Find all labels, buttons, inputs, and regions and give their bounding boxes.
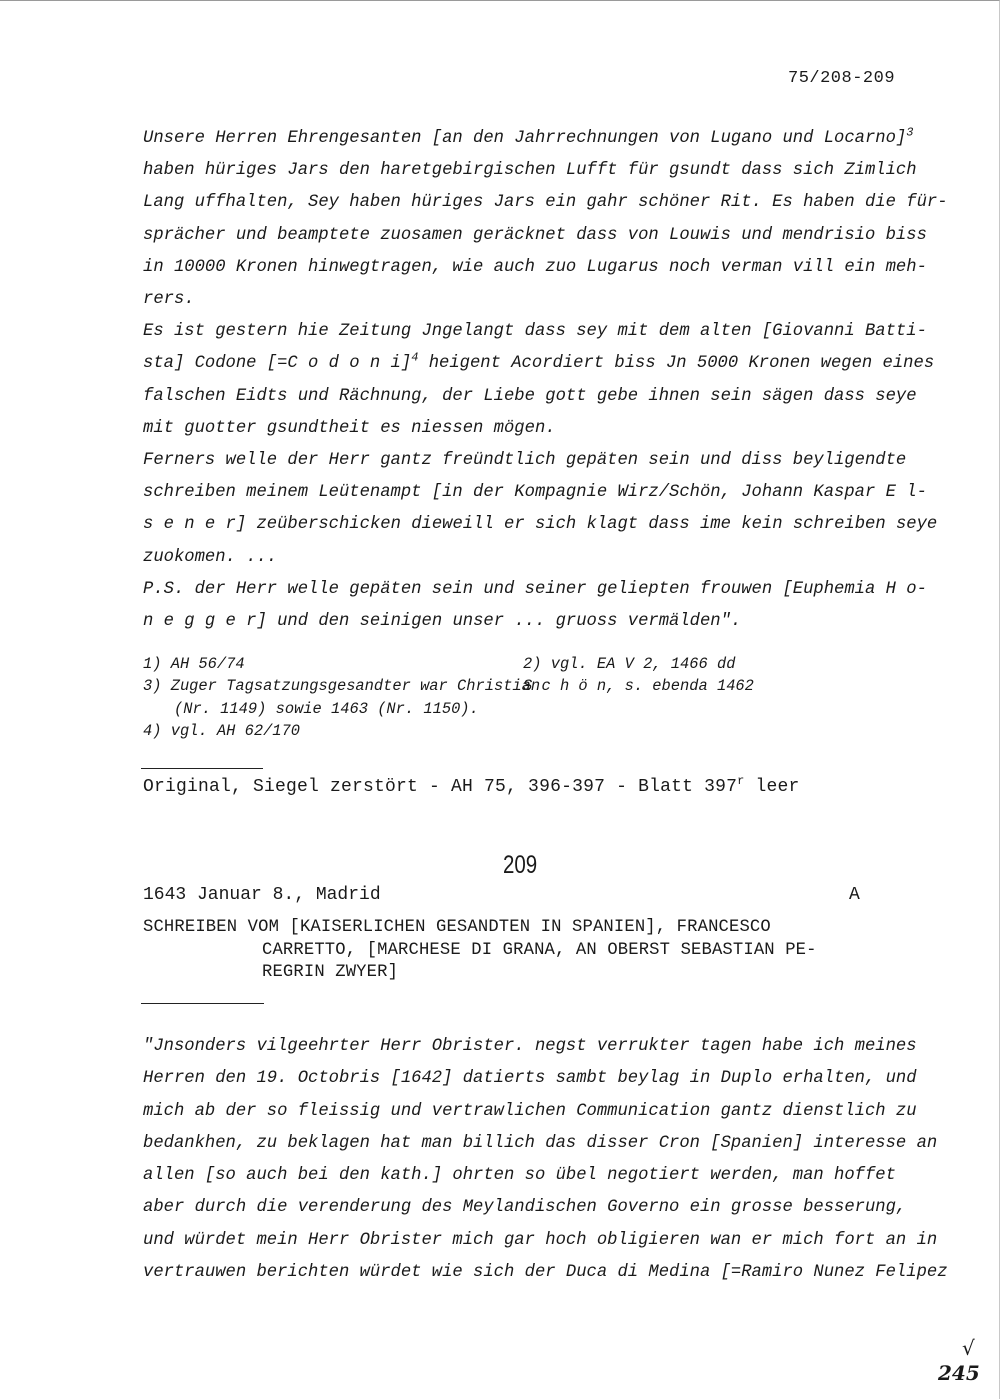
text-line: aber durch die verenderung des Meylandischen Governo ein grosse besserung, (143, 1198, 907, 1218)
footnote: (Nr. 1149) sowie 1463 (Nr. 1150). (174, 699, 479, 718)
text-line: mich ab der so fleissig und vertrawlichen Communication gantz dienstlich zu (143, 1101, 917, 1121)
text-line: haben hüriges Jars den haretgebirgischen Lufft für gsundt dass sich Zimlich (143, 161, 917, 181)
class-letter: A (849, 885, 860, 905)
document-number: 209 (503, 851, 538, 879)
text-line: s e n e r] zeüberschicken dieweill er sich klagt dass ime kein schreiben seye (143, 515, 938, 535)
text-line: Unsere Herren Ehrengesanten [an den Jahrrechnungen von Lugano und Locarno]$^3$ (143, 125, 914, 148)
title-line: CARRETTO, [MARCHESE DI GRANA, AN OBERST SEBASTIAN PE- (262, 940, 817, 960)
text-line: sta] Codone [=C o d o n i]$^4$ heigent Acordiert biss Jn 5000 Kronen wegen eines (143, 350, 935, 374)
text-line: Es ist gestern hie Zeitung Jngelangt dass sey mit dem alten [Giovanni Batti- (143, 322, 927, 342)
spaced-name: H o- (885, 579, 927, 599)
footnote: 3) Zuger Tagsatzungsgesandter war Christian S c h ö n, s. ebenda 1462 (143, 677, 754, 696)
separator-line (141, 768, 263, 769)
text-line: Lang uffhalten, Sey haben hüriges Jars ein gahr schöner Rit. Es haben die für- (143, 193, 948, 213)
separator-line (141, 1003, 264, 1004)
date-place: 1643 Januar 8., Madrid (143, 885, 381, 905)
text-line: Herren den 19. Octobris [1642] datierts sambt beylag in Duplo erhalten, und (143, 1069, 917, 1089)
text-line: n e g g e r] und den seinigen unser ... gruoss vermälden". (143, 612, 742, 632)
previous-document-body (143, 123, 948, 638)
footnote-mark: 3 (906, 125, 914, 140)
text-line: bedankhen, zu beklagen hat man billich das disser Cron [Spanien] interesse an (143, 1133, 938, 1153)
spaced-name: n e g g e r] (143, 612, 267, 632)
handwritten-folio-number: 245 (938, 1361, 980, 1385)
text-line: zuokomen. ... (143, 547, 278, 567)
check-mark-icon: √ (962, 1336, 975, 1360)
source-note: Original, Siegel zerstört - AH 75, 396-397 - Blatt 397$^r$ leer (143, 774, 800, 797)
text-line: vertrauwen berichten würdet wie sich der Duca di Medina [=Ramiro Nunez Felipez (143, 1263, 948, 1283)
title-line: REGRIN ZWYER] (262, 963, 399, 982)
footnote: 1) AH 56/74 2) vgl. EA V 2, 1466 dd (143, 655, 736, 673)
text-line: P.S. der Herr welle gepäten sein und seiner geliepten frouwen [Euphemia H o- (143, 579, 927, 599)
footnote: 4) vgl. AH 62/170 (143, 722, 301, 741)
spaced-name: s e n e r] (143, 515, 247, 535)
text-line: allen [so auch bei den kath.] ohrten so übel negotiert werden, man hoffet (143, 1166, 896, 1186)
document-body (143, 1031, 948, 1289)
spaced-name: E l- (885, 483, 927, 503)
text-line: Ferners welle der Herr gantz freündtlich gepäten sein und diss beyligendte (143, 451, 907, 471)
text-line: und würdet mein Herr Obrister mich gar hoch obligieren wan er mich fort an in (143, 1230, 938, 1250)
document-title (143, 917, 943, 985)
spaced-name: C o d o n i (287, 354, 401, 374)
text-line: schreiben meinem Leütenampt [in der Kompagnie Wirz/Schön, Johann Kaspar E l- (143, 483, 927, 503)
text-line: falschen Eidts und Rächnung, der Liebe gott gebe ihnen sein sägen dass seye (143, 386, 917, 406)
text-line: "Jnsonders vilgeehrter Herr Obrister. negst verrukter tagen habe ich meines (143, 1037, 917, 1056)
footnote-mark: 4 (411, 350, 419, 365)
text-line: mit guotter gsundtheit es niessen mögen. (143, 418, 556, 438)
text-line: rers. (143, 290, 195, 310)
footnotes (143, 653, 903, 743)
title-line: SCHREIBEN VOM [KAISERLICHEN GESANDTEN IN SPANIEN], FRANCESCO (143, 918, 771, 937)
text-line: in 10000 Kronen hinwegtragen, wie auch zuo Lugarus noch verman vill ein meh- (143, 257, 927, 277)
text-line: sprächer und beamptete zuosamen geräcknet dass von Louwis und mendrisio biss (143, 225, 927, 245)
page-reference: 75/208-209 (788, 69, 896, 88)
